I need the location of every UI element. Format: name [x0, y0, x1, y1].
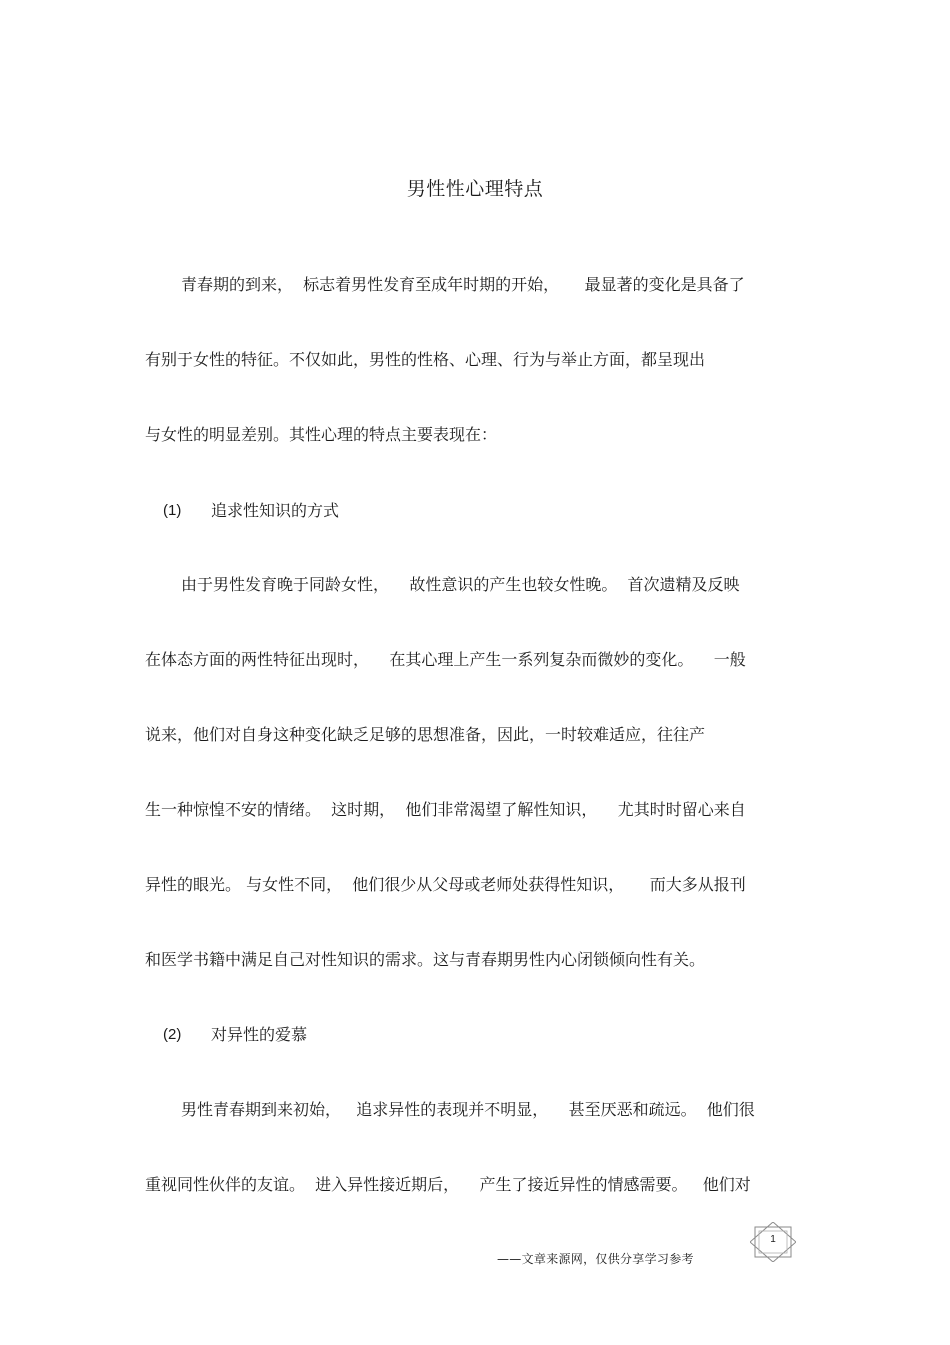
paragraph-line: 青春期的到来， 标志着男性发育至成年时期的开始， 最显著的变化是具备了	[181, 275, 745, 294]
section-number: (2)	[163, 1026, 182, 1043]
paragraph-line: 生一种惊惶不安的情绪。 这时期， 他们非常渴望了解性知识， 尤其时时留心来自	[145, 800, 746, 819]
paragraph-line: 和医学书籍中满足自己对性知识的需求。这与青春期男性内心闭锁倾向性有关。	[145, 950, 706, 969]
page-number: 1	[770, 1234, 776, 1245]
paragraph-line: 由于男性发育晚于同龄女性， 故性意识的产生也较女性晚。 首次遗精及反映	[181, 575, 740, 594]
paragraph-line: 重视同性伙伴的友谊。 进入异性接近期后， 产生了接近异性的情感需要。 他们对	[145, 1175, 751, 1194]
paragraph-line: 在体态方面的两性特征出现时， 在其心理上产生一系列复杂而微妙的变化。 一般	[145, 650, 746, 669]
paragraph-line: 说来，他们对自身这种变化缺乏足够的思想准备，因此，一时较难适应，往往产	[145, 725, 706, 744]
section-number: (1)	[163, 502, 182, 519]
section-heading: 对异性的爱慕	[211, 1025, 308, 1044]
paragraph-line: 有别于女性的特征。不仅如此，男性的性格、心理、行为与举止方面，都呈现出	[145, 350, 706, 369]
paragraph-line: 男性青春期到来初始， 追求异性的表现并不明显， 甚至厌恶和疏远。 他们很	[181, 1100, 755, 1119]
footer-source-note: ——文章来源网，仅供分享学习参考	[497, 1252, 694, 1266]
section-heading: 追求性知识的方式	[211, 501, 340, 520]
page-number-badge	[750, 1222, 796, 1262]
page-title: 男性性心理特点	[406, 178, 544, 200]
paragraph-line: 异性的眼光。 与女性不同， 他们很少从父母或老师处获得性知识， 而大多从报刊	[145, 875, 746, 894]
paragraph-line: 与女性的明显差别。其性心理的特点主要表现在：	[145, 425, 498, 444]
